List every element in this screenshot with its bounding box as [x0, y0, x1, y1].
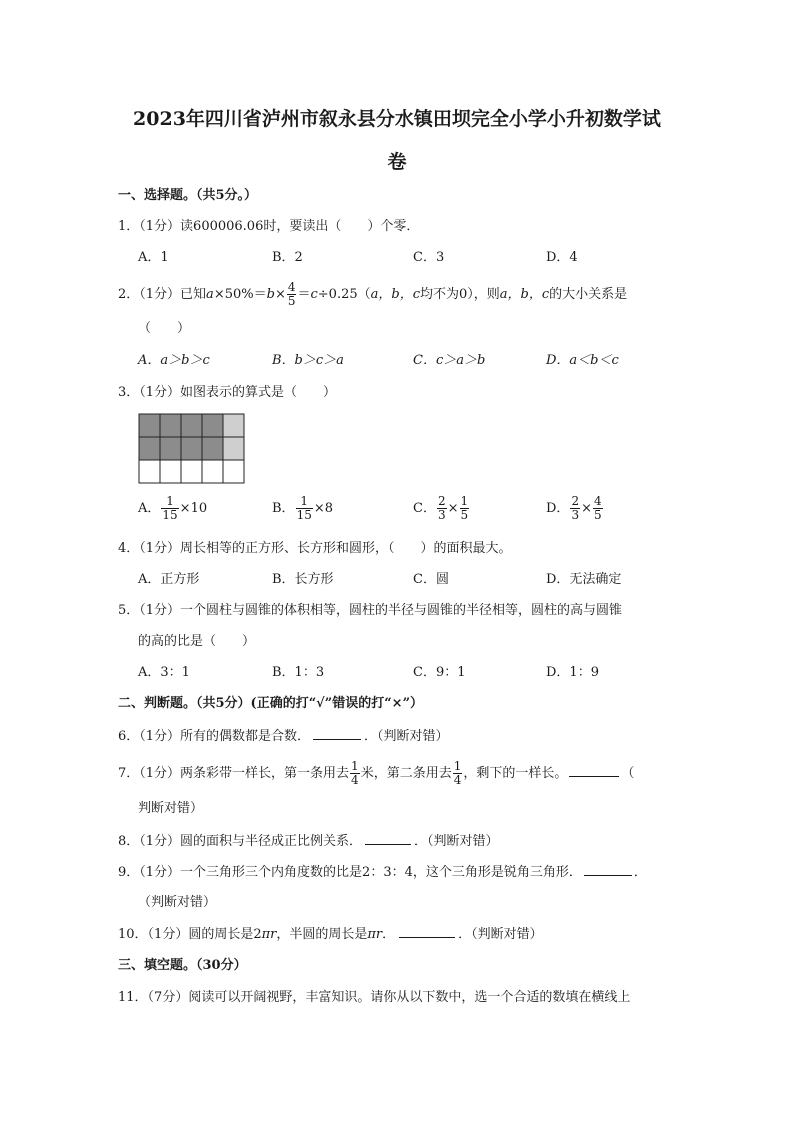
q5-option-d: D．1：9: [546, 665, 599, 680]
question-4: 4．（1分）周长相等的正方形、长方形和圆形，（ ）的面积最大。: [118, 541, 512, 556]
q2-option-b: B．b＞c＞a: [272, 353, 344, 368]
grid-cell: [223, 437, 244, 460]
q4-option-a: A．正方形: [138, 572, 200, 587]
q2-line-2: （ ）: [138, 321, 191, 336]
q2-times-50: ×50%＝: [213, 287, 267, 302]
q10-answer-blank[interactable]: [399, 925, 455, 938]
q3-option-b-label: B．: [272, 501, 295, 516]
question-9: [118, 863, 647, 882]
grid-cell: [160, 414, 181, 437]
q10-pi-r-1: πr: [261, 927, 277, 942]
grid-cell: [139, 460, 160, 483]
q3-option-d-denominator-2: 5: [593, 508, 602, 522]
q2-fraction: [287, 281, 297, 308]
q1-option-b: B．2: [272, 250, 303, 265]
q3-option-b-denominator: 15: [296, 508, 312, 522]
q3-option-d-label: D．: [546, 501, 570, 516]
q2-divide: ÷0.25（: [317, 287, 371, 302]
q3-option-c-numerator-2: 1: [460, 494, 469, 508]
grid-cell: [160, 437, 181, 460]
grid-cell: [160, 460, 181, 483]
q8-answer-blank[interactable]: [365, 832, 411, 845]
q7-text-prefix: 7．（1分）两条彩带一样长，第一条用去: [118, 766, 350, 781]
q3-option-b-fraction: [296, 495, 313, 522]
q7-fraction-2-denominator: 4: [453, 773, 462, 787]
q9-answer-blank[interactable]: [584, 863, 632, 876]
q5-option-a: A．3：1: [138, 665, 190, 680]
q3-option-c-times: ×: [447, 501, 459, 516]
q6-judge-hint: ．（判断对错）: [364, 729, 449, 744]
q1-option-a: A．1: [138, 250, 169, 265]
grid-cell: [181, 460, 202, 483]
question-11: 11．（7分）阅读可以开阔视野，丰富知识。请你从以下数中，选一个合适的数填在横线上: [118, 990, 631, 1005]
q3-option-c-label: C．: [413, 501, 436, 516]
q3-option-d-numerator-2: 4: [593, 494, 602, 508]
q3-grid-figure: [138, 413, 246, 485]
q3-option-b-rest: ×8: [313, 501, 334, 516]
grid-cell: [223, 414, 244, 437]
question-5: 5．（1分）一个圆柱与圆锥的体积相等，圆柱的半径与圆锥的半径相等，圆柱的高与圆锥: [118, 603, 623, 618]
q2-option-c: C．c＞a＞b: [413, 353, 486, 368]
question-1: 1．（1分）读600006.06时，要读出（ ）个零．: [118, 219, 420, 234]
question-9-line-2: （判断对错）: [138, 895, 217, 910]
section-heading-judgement: 二、判断题。（共5分）(正确的打“√”错误的打“×”）: [118, 696, 424, 711]
q3-option-c-numerator-1: 2: [437, 494, 446, 508]
q3-option-b-numerator: 1: [296, 495, 313, 509]
q4-option-d: D．无法确定: [546, 572, 622, 587]
q9-text: 9．（1分）一个三角形三个内角度数的比是2：3：4，这个三角形是锐角三角形．: [118, 865, 582, 880]
q2-fraction-denominator: 5: [287, 294, 296, 308]
q3-option-c-denominator-1: 3: [437, 508, 446, 522]
question-5-line-2: 的高的比是（ ）: [138, 634, 256, 649]
q3-option-a-denominator: 15: [162, 508, 178, 522]
q3-option-d-times: ×: [581, 501, 592, 516]
q1-option-d: D．4: [546, 250, 578, 265]
q7-fraction-1: [350, 760, 360, 787]
q3-option-d-fraction-1: [570, 495, 580, 522]
q2-vars: a，b，c: [370, 287, 420, 302]
q5-option-b: B．1：3: [272, 665, 325, 680]
q10-judge-hint: ．（判断对错）: [458, 927, 543, 942]
question-7-line-2: 判断对错）: [138, 801, 204, 816]
q7-fraction-2-numerator: 1: [453, 759, 462, 773]
q3-option-a-rest: ×10: [179, 501, 208, 516]
section-heading-fill-in: 三、填空题。（30分）: [118, 958, 247, 973]
grid-cell: [202, 460, 223, 483]
q3-option-d: [546, 495, 604, 522]
q2-option-a: A．a＞b＞c: [138, 353, 210, 368]
q2-not-zero: 均不为0），则: [419, 287, 500, 302]
q7-paren: （: [621, 766, 635, 781]
q2-times: ×: [274, 287, 286, 302]
q4-option-b: B．长方形: [272, 572, 334, 587]
q10-pi-r-2: πr: [367, 927, 383, 942]
q3-option-a: [138, 495, 207, 522]
q8-text: 8．（1分）圆的面积与半径成正比例关系．: [118, 834, 363, 849]
q10-text-prefix: 10．（1分）圆的周长是2: [118, 927, 262, 942]
exam-title-line2: 卷: [387, 151, 407, 173]
grid-cell: [181, 414, 202, 437]
q2-option-d: D．a＜b＜c: [546, 353, 619, 368]
q3-option-b: [272, 495, 333, 522]
section-heading-choice: 一、选择题。（共5分。）: [118, 188, 258, 203]
q3-option-c-fraction-2: [460, 495, 470, 522]
grid-cell: [139, 437, 160, 460]
q2-equals: ＝: [297, 287, 311, 302]
q8-judge-hint: ．（判断对错）: [414, 834, 499, 849]
q9-period: ．: [633, 865, 647, 880]
grid-cell: [223, 460, 244, 483]
grid-cell: [139, 414, 160, 437]
question-3: 3．（1分）如图表示的算式是（ ）: [118, 385, 337, 400]
q7-fraction-1-denominator: 4: [351, 773, 359, 787]
q3-option-a-label: A．: [138, 501, 161, 516]
q2-var-b: b: [266, 287, 275, 302]
q4-option-c: C．圆: [413, 572, 449, 587]
q3-option-c-fraction-1: [437, 495, 447, 522]
q10-text-middle: ，半圆的周长是: [276, 927, 368, 942]
grid-cell: [202, 437, 223, 460]
q7-answer-blank[interactable]: [569, 764, 619, 777]
q2-vars-2: a，b，c: [499, 287, 550, 302]
q3-option-c-denominator-2: 5: [460, 508, 469, 522]
q2-text-prefix: 2．（1分）已知: [118, 287, 207, 302]
q7-fraction-2: [453, 760, 463, 787]
q7-text-suffix: ，剩下的一样长。: [463, 766, 568, 781]
question-7: [118, 760, 634, 787]
q2-fraction-numerator: 4: [287, 280, 296, 294]
q5-option-c: C．9：1: [413, 665, 466, 680]
exam-title-line1: 2023年四川省泸州市叙永县分水镇田坝完全小学小升初数学试: [133, 108, 661, 130]
q6-text: 6．（1分）所有的偶数都是合数．: [118, 729, 311, 744]
grid-cell: [202, 414, 223, 437]
question-10: 10．（1分）圆的周长是2πr，半圆的周长是πr． ．（判断对错）: [118, 927, 543, 942]
q2-var-a: a: [206, 287, 214, 302]
q3-option-d-numerator-1: 2: [571, 494, 580, 508]
q6-answer-blank[interactable]: [313, 727, 361, 740]
q3-option-d-fraction-2: [593, 495, 603, 522]
q3-option-a-fraction: [161, 495, 178, 522]
grid-cell: [181, 437, 202, 460]
question-8: [118, 832, 499, 851]
q2-var-c: c: [310, 287, 318, 302]
q3-option-d-denominator-1: 3: [571, 508, 580, 522]
question-6: [118, 727, 449, 746]
question-2: [118, 281, 627, 308]
q7-fraction-1-numerator: 1: [351, 759, 359, 773]
q2-text-suffix: 的大小关系是: [549, 287, 628, 302]
q1-option-c: C．3: [413, 250, 445, 265]
q3-option-a-numerator: 1: [161, 495, 178, 509]
q3-option-c: [413, 495, 470, 522]
q7-text-middle: 米，第二条用去: [360, 766, 452, 781]
